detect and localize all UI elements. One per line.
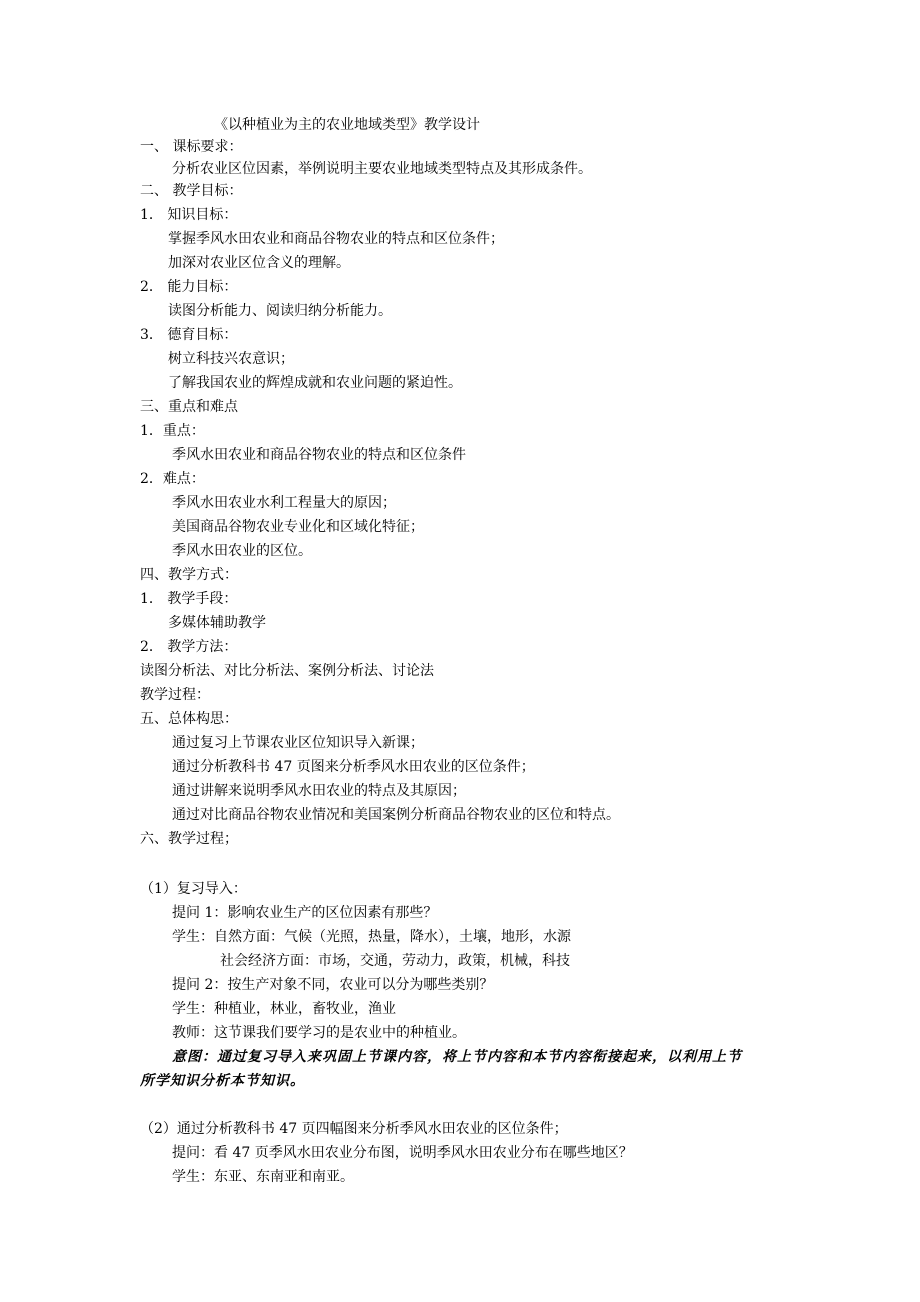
- text-line: 季风水田农业的区位。: [172, 543, 312, 559]
- subsection-heading: 2． 教学方法：: [140, 639, 238, 655]
- text-line: 通过复习上节课农业区位知识导入新课；: [172, 735, 424, 751]
- text-line: 通过对比商品谷物农业情况和美国案例分析商品谷物农业的区位和特点。: [172, 807, 620, 823]
- text-line: 掌握季风水田农业和商品谷物农业的特点和区位条件；: [168, 231, 504, 247]
- section-heading: 五、总体构思：: [140, 711, 238, 727]
- text-line: 季风水田农业和商品谷物农业的特点和区位条件: [172, 447, 466, 463]
- subsection-heading: 2． 能力目标：: [140, 279, 238, 295]
- section-heading: 二、 教学目标：: [140, 183, 243, 199]
- subsection-heading: 2．难点：: [140, 471, 205, 487]
- text-line: 教师：这节课我们要学习的是农业中的种植业。: [172, 1025, 466, 1041]
- subsection-heading: 1． 教学手段：: [140, 591, 238, 607]
- text-line: 教学过程：: [140, 687, 210, 703]
- text-line: 季风水田农业水利工程量大的原因；: [172, 495, 396, 511]
- intent-note: 所学知识分析本节知识。: [140, 1073, 305, 1089]
- section-heading: 一、 课标要求：: [140, 139, 243, 155]
- text-line: 提问：看 47 页季风水田农业分布图，说明季风水田农业分布在哪些地区？: [172, 1145, 633, 1161]
- text-line: 了解我国农业的辉煌成就和农业问题的紧迫性。: [168, 375, 462, 391]
- subsection-heading: 3． 德育目标：: [140, 327, 238, 343]
- document-title: 《以种植业为主的农业地域类型》教学设计: [214, 117, 480, 133]
- section-heading: 四、教学方式：: [140, 567, 238, 583]
- text-line: 学生：东亚、东南亚和南亚。: [172, 1169, 354, 1185]
- text-line: 提问 1：影响农业生产的区位因素有那些？: [172, 905, 438, 921]
- step-heading: （1）复习导入：: [140, 881, 247, 897]
- text-line: 通过分析教科书 47 页图来分析季风水田农业的区位条件；: [172, 759, 535, 775]
- text-line: 美国商品谷物农业专业化和区域化特征；: [172, 519, 424, 535]
- text-line: 通过讲解来说明季风水田农业的特点及其原因；: [172, 783, 466, 799]
- subsection-heading: 1． 知识目标：: [140, 207, 238, 223]
- section-heading: 六、教学过程；: [140, 831, 238, 847]
- text-line: 提问 2：按生产对象不同，农业可以分为哪些类别？: [172, 977, 494, 993]
- section-heading: 三、重点和难点: [140, 399, 238, 415]
- text-line: 学生：自然方面：气候（光照，热量，降水），土壤，地形，水源: [172, 929, 571, 945]
- text-line: 分析农业区位因素，举例说明主要农业地域类型特点及其形成条件。: [172, 161, 592, 177]
- text-line: 加深对农业区位含义的理解。: [168, 255, 350, 271]
- step-heading: （2）通过分析教科书 47 页四幅图来分析季风水田农业的区位条件；: [140, 1121, 568, 1137]
- text-line: 读图分析能力、阅读归纳分析能力。: [168, 303, 392, 319]
- intent-note: 意图：通过复习导入来巩固上节课内容，将上节内容和本节内容衔接起来，以利用上节: [172, 1049, 742, 1065]
- text-line: 学生：种植业，林业，畜牧业，渔业: [172, 1001, 396, 1017]
- text-line: 读图分析法、对比分析法、案例分析法、讨论法: [140, 663, 434, 679]
- text-line: 多媒体辅助教学: [168, 615, 266, 631]
- subsection-heading: 1．重点：: [140, 423, 205, 439]
- text-line: 社会经济方面：市场，交通，劳动力，政策，机械，科技: [220, 953, 570, 969]
- text-line: 树立科技兴农意识；: [168, 351, 294, 367]
